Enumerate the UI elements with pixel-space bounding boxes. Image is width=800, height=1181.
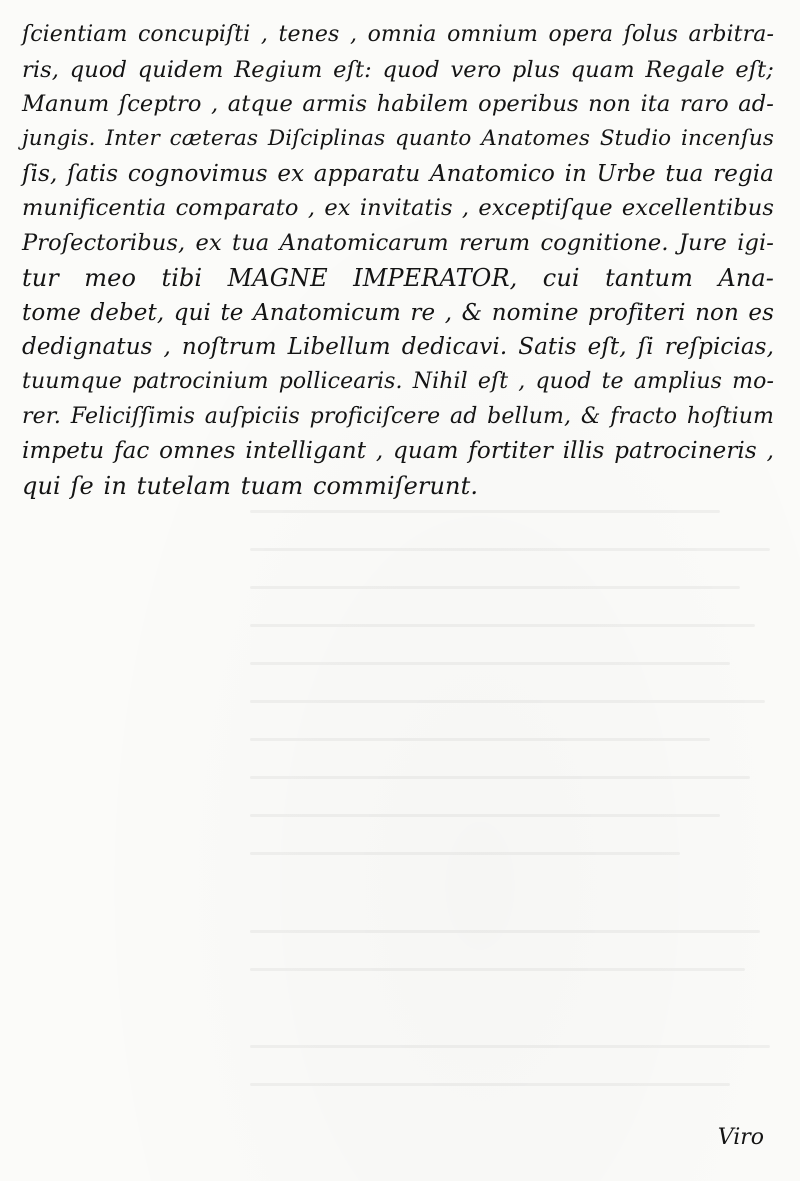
text-line: Manum ſceptro , atque armis habilem operibus non ita raro ad-	[22, 91, 774, 118]
text-line: impetu fac omnes intelligant , quam fortiter illis patrocineris ,	[22, 438, 774, 465]
show-through-texture	[250, 500, 790, 1120]
text-line: tome debet, qui te Anatomicum re , & nomine profiteri non es	[22, 299, 774, 326]
text-line: ſcientiam concupiſti , tenes , omnia omnium opera ſolus arbitra-	[22, 22, 774, 47]
dedication-text	[22, 18, 774, 504]
text-line: tur meo tibi MAGNE IMPERATOR, cui tantum Ana-	[22, 263, 774, 292]
catchword: Viro	[717, 1125, 764, 1150]
text-line: tuumque patrocinium pollicearis. Nihil eſt , quod te amplius mo-	[22, 368, 774, 394]
text-line: rer. Feliciſſimis auſpiciis proficiſcere ad bellum, & fracto hoſtium	[22, 403, 774, 429]
text-line-last: qui ſe in tutelam tuam commiſerunt.	[22, 471, 479, 500]
text-line: ſis, ſatis cognovimus ex apparatu Anatomico in Urbe tua regia	[22, 160, 774, 187]
text-line: jungis. Inter cæteras Diſciplinas quanto Anatomes Studio incenſus	[22, 126, 774, 152]
text-line: munificentia comparato , ex invitatis , exceptiſque excellentibus	[22, 195, 774, 222]
text-line: ris, quod quidem Regium eſt: quod vero plus quam Regale eſt;	[22, 56, 774, 83]
text-line: Proſectoribus, ex tua Anatomicarum rerum cognitione. Jure igi-	[22, 230, 774, 257]
text-line: dedignatus , noſtrum Libellum dedicavi. Satis eſt, ſi reſpicias,	[22, 334, 774, 361]
